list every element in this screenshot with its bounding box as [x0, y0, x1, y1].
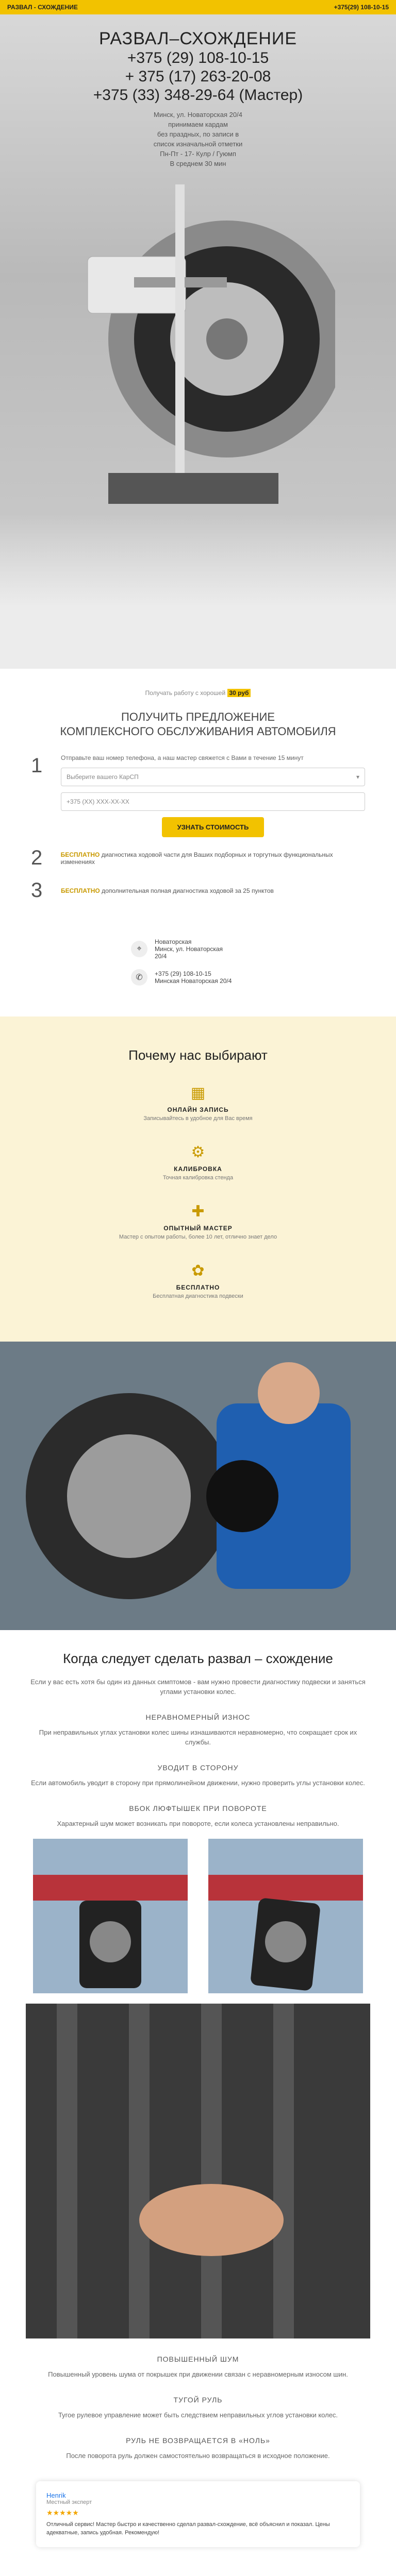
section-text: Характерный шум может возникать при повороте, если колеса установлены неправильно. [57, 1820, 339, 1827]
hero-phone-3[interactable]: +375 (33) 348-29-64 (Мастер) [93, 87, 303, 104]
top-bar [0, 0, 396, 14]
contact-phone[interactable] [131, 969, 265, 986]
hero-hours-line: Пн-Пт - 17- Кулр / Гуюмп [160, 150, 236, 158]
feature-item [105, 1084, 291, 1122]
step-number: 2 [31, 846, 43, 869]
mechanic-photo [0, 1342, 396, 1630]
hero-hours-line: без праздных, по записи в [157, 130, 239, 138]
chevron-down-icon: ▾ [356, 773, 359, 781]
feature-text: Точная калибровка стенда [162, 1175, 234, 1181]
feature-title: ОНЛАЙН ЗАПИСЬ [167, 1106, 229, 1113]
section-text: При неправильных углах установки колес шины изнашиваются неравномерно, что сокращает срок их службы. [39, 1728, 357, 1746]
hero [0, 14, 396, 669]
request-form [61, 754, 365, 837]
service-select-value: Выберите вашего КарСП [67, 773, 139, 781]
hero-phone-2[interactable]: + 375 (17) 263-20-08 [125, 68, 271, 85]
contact-line: Новаторская [155, 938, 192, 945]
alignment-machine-photo [57, 184, 335, 514]
reviewer-name[interactable]: Henrik [46, 2492, 66, 2499]
section-text: Повышенный уровень шума от покрышек при движении связан с неравномерным износом шин. [48, 2370, 348, 2378]
brand-name[interactable]: РАЗВАЛ - СХОЖДЕНИЕ [7, 4, 78, 11]
feature-item [105, 1262, 291, 1299]
step-3-text: дополнительная полная диагностика ходовой за 25 пунктов [102, 887, 274, 894]
symptoms-article [0, 1630, 396, 2576]
section-title: ВБОК ЛЮФТЫШЕК ПРИ ПОВОРОТЕ [129, 1804, 267, 1812]
phone-input-placeholder: +375 (XX) XXX-XX-XX [67, 798, 129, 805]
feature-title: ОПЫТНЫЙ МАСТЕР [163, 1225, 233, 1232]
hero-address-line: принимаем кардам [168, 121, 228, 128]
article-title: Когда следует сделать развал – схождение [63, 1651, 333, 1666]
hero-hours-line: список изначальной отметки [153, 140, 243, 148]
rating-stars: ★★★★★ [46, 2509, 79, 2517]
contact-line: Минск, ул. Новаторская [155, 945, 223, 953]
feature-item [105, 1143, 291, 1181]
gear-icon: ⚙ [191, 1144, 205, 1161]
step-3 [31, 879, 365, 902]
promo-section [0, 669, 396, 923]
feature-title: БЕСПЛАТНО [176, 1284, 220, 1291]
get-price-button[interactable]: УЗНАТЬ СТОИМОСТЬ [162, 817, 265, 837]
why-us [0, 1016, 396, 1342]
phone-icon: ✆ [131, 969, 147, 986]
section-title: ПОВЫШЕННЫЙ ШУМ [157, 2355, 239, 2363]
feature-text: Записывайтесь в удобное для Вас время [143, 1115, 253, 1122]
service-select[interactable] [61, 768, 365, 786]
section-text: Если автомобиль уводит в сторону при прямолинейном движении, нужно проверить углы установки колес. [31, 1779, 365, 1787]
feature-item [105, 1202, 291, 1240]
hero-phone-1[interactable]: +375 (29) 108-10-15 [127, 49, 269, 66]
gift-icon: ✿ [191, 1262, 205, 1279]
step-2 [31, 846, 365, 870]
section-text: Тугое рулевое управление может быть следствием неправильных углов установки колес. [58, 2411, 338, 2419]
hero-title: РАЗВАЛ–СХОЖДЕНИЕ [98, 29, 298, 48]
hero-hours-line: В среднем 30 мин [170, 160, 226, 167]
step-number: 3 [31, 879, 43, 902]
promo-note [31, 689, 365, 697]
step-1-text: Отправьте ваш номер телефона, а наш мастер свяжется с Вами в течение 15 минут [61, 754, 304, 761]
wheel-photos [26, 1839, 370, 1993]
calendar-icon: ▦ [190, 1084, 206, 1101]
wheel-photo-left [33, 1839, 188, 1993]
reviewer-meta: Местный эксперт [46, 2499, 92, 2505]
contacts [0, 923, 396, 1016]
section-title: ТУГОЙ РУЛЬ [173, 2396, 223, 2404]
contact-line: 20/4 [155, 953, 167, 960]
contact-line: Минская Новаторская 20/4 [155, 977, 232, 985]
feature-title: КАЛИБРОВКА [174, 1165, 222, 1173]
step-number: 1 [31, 754, 43, 777]
map-pin-icon: ⌖ [131, 941, 147, 957]
phone-input[interactable] [61, 792, 365, 811]
promo-note-price: 30 руб [227, 689, 251, 697]
feature-text: Мастер с опытом работы, более 10 лет, отлично знает дело [119, 1234, 277, 1240]
section-title: НЕРАВНОМЕРНЫЙ ИЗНОС [145, 1713, 251, 1721]
wheel-photo-right [208, 1839, 363, 1993]
step-2-highlight: БЕСПЛАТНО [60, 851, 100, 858]
review-text: Отличный сервис! Мастер быстро и качественно сделал развал-схождение, всё объяснил и показал. Цены адекватные, запись удобная. Рекомендую! [46, 2521, 330, 2536]
wrench-icon: ✚ [191, 1203, 205, 1220]
article-intro: Если у вас есть хотя бы один из данных симптомов - вам нужно провести диагностику подвески и заняться углами установки колес. [30, 1678, 366, 1696]
promo-note-text: Получать работу с хорошей [145, 689, 226, 697]
step-2-text: диагностика ходовой части для Ваших подборных и торгутных функциональных изменениях [60, 851, 333, 866]
hero-address [0, 110, 396, 168]
tire-tread-photo [26, 2004, 370, 2338]
section-title: РУЛЬ НЕ ВОЗВРАЩАЕТСЯ В «НОЛЬ» [126, 2436, 270, 2445]
step-3-highlight: БЕСПЛАТНО [61, 887, 100, 894]
top-phone[interactable]: +375(29) 108-10-15 [334, 4, 389, 11]
step-1 [31, 754, 365, 837]
contact-line: +375 (29) 108-10-15 [155, 970, 211, 977]
section-title: УВОДИТ В СТОРОНУ [157, 1764, 239, 1772]
why-title: Почему нас выбирают [128, 1047, 268, 1063]
contact-address[interactable] [131, 938, 265, 960]
hero-address-line: Минск, ул. Новаторская 20/4 [154, 111, 242, 118]
feature-text: Бесплатная диагностика подвески [153, 1293, 243, 1299]
section-text: После поворота руль должен самостоятельно возвращаться в исходное положение. [66, 2452, 330, 2460]
review-card [36, 2481, 360, 2547]
promo-heading: ПОЛУЧИТЬ ПРЕДЛОЖЕНИЕ КОМПЛЕКСНОГО ОБСЛУЖИВАНИЯ АВТОМОБИЛЯ [60, 710, 336, 738]
